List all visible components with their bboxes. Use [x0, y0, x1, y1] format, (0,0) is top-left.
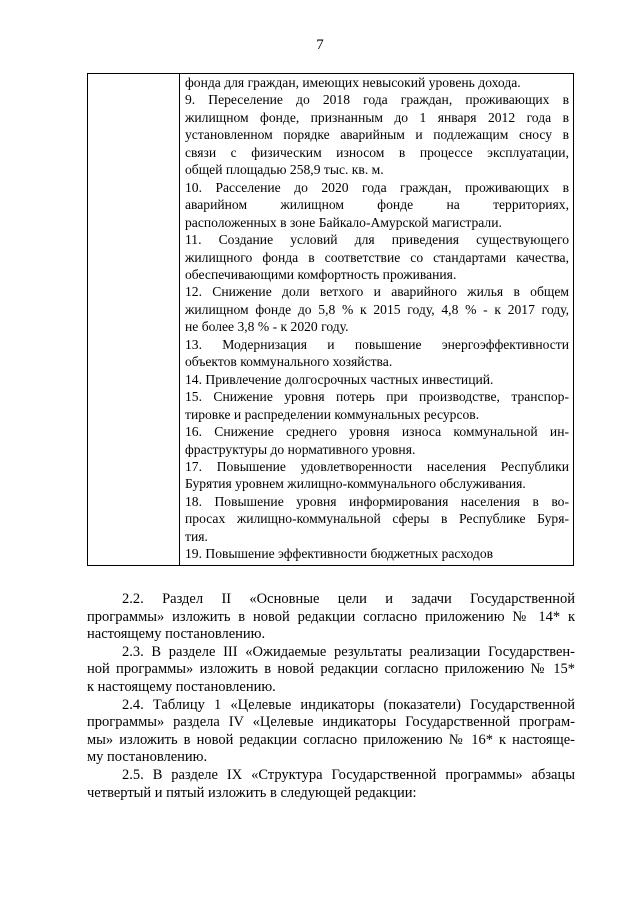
paragraph-line: 2.2. Раздел II «Основные цели и задачи Государственной — [122, 591, 575, 607]
table-text-line: 19. Повышение эффективности бюджетных расходов — [185, 546, 494, 562]
table-text-line: жилищном фонде до 5,8 % к 2015 году, 4,8 % - к 2017 году, — [185, 301, 569, 317]
table-text-line: жилищном фонде, признанным до 1 января 2012 года в — [185, 109, 569, 125]
table-text-line: 17. Повышение удовлетворенности населения Республики — [185, 458, 569, 474]
table-text-line: Бурятия уровнем жилищно-коммунального обслуживания. — [185, 476, 526, 492]
table-text-line: не более 3,8 % - к 2020 году. — [185, 319, 349, 335]
paragraph-line: 2.5. В разделе IX «Структура Государственной программы» абзацы — [122, 766, 575, 783]
table-text-line: обеспечивающими комфортность проживания. — [185, 266, 457, 282]
table-text-line: 11. Создание условий для приведения существующего — [185, 232, 569, 248]
table-text-line: тия. — [185, 528, 208, 544]
table-text-line: 12. Снижение доли ветхого и аварийного жилья в общем — [185, 284, 569, 300]
paragraph-line: 2.4. Таблицу 1 «Целевые индикаторы (показатели) Государственной — [122, 696, 575, 713]
paragraph — [87, 591, 575, 644]
table-text-line: общей площадью 258,9 тыс. кв. м. — [185, 162, 384, 178]
table-text-line: объектов коммунального хозяйства. — [185, 354, 393, 370]
paragraph-line: 2.3. В разделе III «Ожидаемые результаты реализации Государствен- — [122, 643, 575, 660]
table-text-line: связи с физическим износом в процессе эксплуатации, — [185, 144, 569, 160]
table-text-line: жилищного фонда в соответствие со стандартами качества, — [185, 249, 569, 265]
paragraph — [87, 644, 575, 697]
table-text-line: фраструктуры до нормативного уровня. — [185, 441, 416, 457]
table-text-line: расположенных в зоне Байкало-Амурской магистрали. — [185, 214, 502, 230]
paragraph-line: настоящему постановлению. — [87, 626, 266, 643]
paragraph-line: четвертый и пятый изложить в следующей редакции: — [87, 784, 417, 801]
table-left-cell — [88, 74, 180, 566]
table-row — [88, 74, 574, 566]
paragraph — [87, 697, 575, 767]
table-text-line: 10. Расселение до 2020 года граждан, проживающих в — [185, 179, 569, 195]
table-text-line: 14. Привлечение долгосрочных частных инвестиций. — [185, 371, 494, 387]
paragraph-line: к настоящему постановлению. — [87, 678, 276, 695]
paragraph-line: му постановлению. — [87, 749, 208, 766]
goals-table — [87, 73, 574, 566]
table-text-line: фонда для граждан, имеющих невысокий уровень дохода. — [185, 75, 521, 90]
paragraph-line: мы» изложить в новой редакции согласно приложению № 16* к настояще- — [87, 731, 575, 748]
table-text-line: 15. Снижение уровня потерь при производстве, транспор- — [185, 389, 569, 405]
table-text-line: просах жилищно-коммунальной сферы в Республике Буря- — [185, 511, 569, 527]
paragraph — [87, 767, 575, 802]
paragraph-line: программы» изложить в новой редакции согласно приложению № 14* к — [87, 608, 575, 625]
table-text-line: установленном порядке аварийным и подлежащим сносу в — [185, 127, 569, 143]
table-text-line: 9. Переселение до 2018 года граждан, проживающих в — [185, 92, 569, 108]
table-text-line: тировке и распределении коммунальных ресурсов. — [185, 406, 480, 422]
page-number: 7 — [316, 37, 324, 53]
paragraph-line: программы» раздела IV «Целевые индикаторы Государственной програм- — [87, 714, 575, 731]
table-right-cell — [180, 74, 574, 566]
paragraph-line: ной программы» изложить в новой редакции согласно приложению № 15* — [87, 661, 575, 678]
table-text-line: аварийном жилищном фонде на территориях, — [185, 197, 569, 213]
table-text-line: 13. Модернизация и повышение энергоэффективности — [185, 336, 569, 352]
table-text-line: 16. Снижение среднего уровня износа коммунальной ин- — [185, 424, 569, 440]
table-text-line: 18. Повышение уровня информирования населения в во- — [185, 493, 569, 509]
document-body — [87, 591, 575, 802]
